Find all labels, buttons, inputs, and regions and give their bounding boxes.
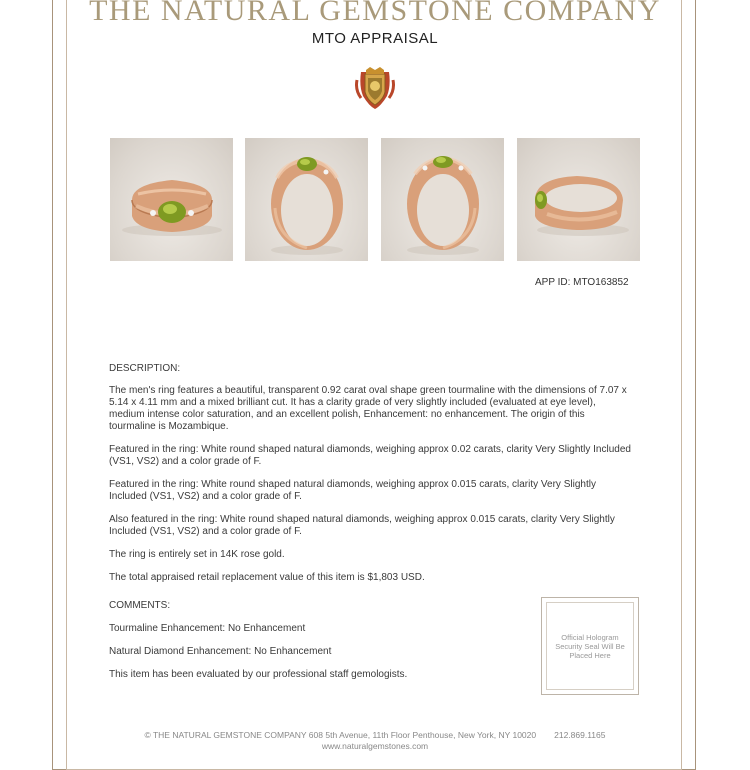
description-paragraph: Featured in the ring: White round shaped natural diamonds, weighing approx 0.02 carats, clarity Very Slightly Included (VS1, VS2) and a color grade of F. [109, 444, 631, 467]
footer [0, 730, 750, 752]
ring-photo-back [381, 138, 504, 261]
footer-address-line [0, 730, 750, 741]
ring-photo-front [245, 138, 368, 261]
document-title: MTO APPRAISAL [311, 30, 439, 47]
footer-phone: 212.869.1165 [554, 730, 606, 740]
appraisal-id: APP ID: MTO163852 [535, 277, 629, 288]
comment-item: Tourmaline Enhancement: No Enhancement [109, 623, 306, 634]
hologram-seal-inner [546, 602, 634, 690]
company-name: THE NATURAL GEMSTONE COMPANY [89, 0, 661, 27]
description-paragraph: The total appraised retail replacement value of this item is $1,803 USD. [109, 572, 425, 583]
footer-address: © THE NATURAL GEMSTONE COMPANY 608 5th Avenue, 11th Floor Penthouse, New York, NY 10020 [144, 730, 537, 740]
seal-text: Official Hologram Security Seal Will Be Placed Here [555, 632, 625, 660]
description-paragraph: The ring is entirely set in 14K rose gold. [109, 549, 285, 560]
comment-item: This item has been evaluated by our professional staff gemologists. [109, 669, 408, 680]
description-paragraph: Featured in the ring: White round shaped natural diamonds, weighing approx 0.015 carats, clarity Very Slightly Included (VS1, VS2) and a color grade of F. [109, 479, 596, 502]
description-heading: DESCRIPTION: [109, 363, 181, 374]
description-paragraph: The men's ring features a beautiful, transparent 0.92 carat oval shape green tourmaline with the dimensions of 7.07 x 5.14 x 4.11 mm and a mixed brilliant cut. It has a clarity grade of very slightly included (evaluated at eye level), medium intense color saturation, and an excellent polish, Enhancement: no enhancement. The origin of this tourmaline is Mozambique. [109, 385, 627, 432]
comments-heading: COMMENTS: [109, 600, 171, 611]
crest-icon [355, 66, 395, 110]
description-paragraph: Also featured in the ring: White round shaped natural diamonds, weighing approx 0.015 carats, clarity Very Slightly Included (VS1, VS2) and a color grade of F. [109, 514, 615, 537]
comment-item: Natural Diamond Enhancement: No Enhancement [109, 646, 332, 657]
ring-photo-angle [110, 138, 233, 261]
footer-website: www.naturalgemstones.com [321, 741, 429, 751]
ring-photo-side [517, 138, 640, 261]
hologram-seal-placeholder [541, 597, 639, 695]
